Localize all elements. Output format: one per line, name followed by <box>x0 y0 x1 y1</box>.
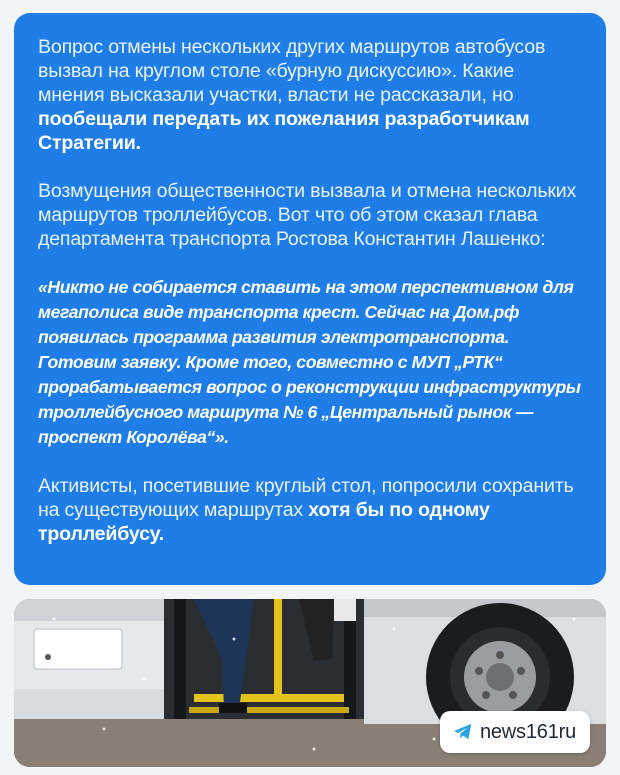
paragraph-1 <box>38 35 582 155</box>
quote: «Никто не собирается ставить на этом перспективном для мегаполиса виде транспорта крест. Сейчас на Дом.рф появилась программа развития электротранспорта. Готовим заявку. Кроме того, совместно с МУП „РТК“ прорабатывается вопрос о реконструкции инфраструктуры троллейбусного маршрута № 6 „Центральный рынок — проспект Королёва“». <box>38 277 581 447</box>
paragraph-3-text: Активисты, посетившие круглый стол, попросили сохранить на существующих маршрутах <box>38 475 574 521</box>
paragraph-3 <box>38 474 582 546</box>
paragraph-3-bold: хотя бы по одному троллейбусу. <box>38 499 490 545</box>
article-card <box>14 13 606 585</box>
paragraph-1-text: Вопрос отмены нескольких других маршрутов автобусов вызвал на круглом столе «бурную дискуссию». Какие мнения высказали участки, власти не рассказали, но <box>38 36 546 106</box>
bus-photo <box>14 599 606 767</box>
paragraph-2: Возмущения общественности вызвала и отмена нескольких маршрутов троллейбусов. Вот что об этом сказал глава департамента транспорта Ростова Константин Лашенко: <box>38 180 577 250</box>
paragraph-1-bold: пообещали передать их пожелания разработчикам Стратегии. <box>38 108 530 154</box>
brand-label: news161ru <box>479 720 576 743</box>
brand-badge[interactable] <box>440 711 590 753</box>
telegram-icon <box>452 722 474 742</box>
